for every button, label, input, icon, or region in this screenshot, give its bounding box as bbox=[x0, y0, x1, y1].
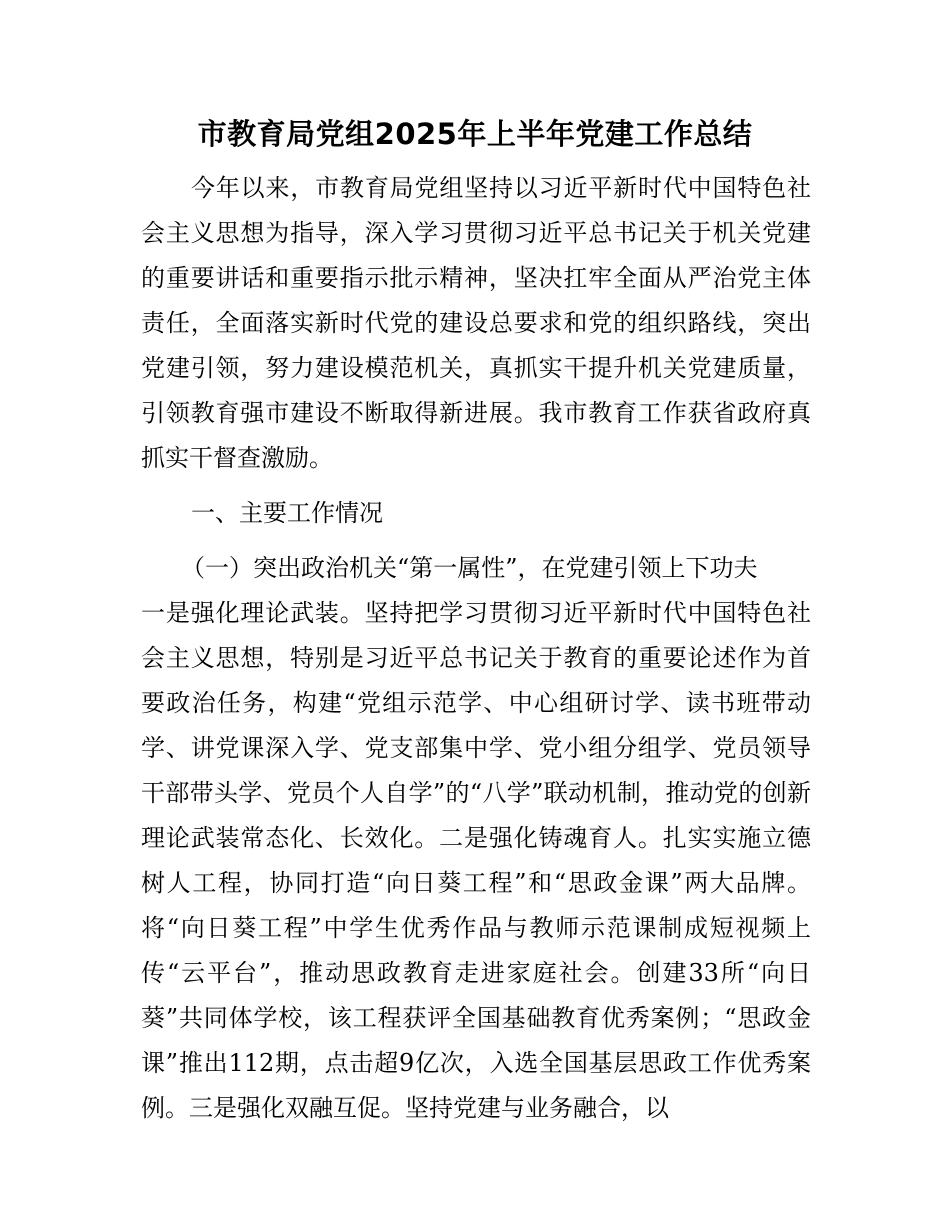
subsection-heading: （一）突出政治机关“第一属性”，在党建引领上下功夫 bbox=[181, 554, 758, 582]
section-heading: 一、主要工作情况 bbox=[191, 499, 383, 527]
subsection-body-paragraph: 一是强化理论武装。坚持把学习贯彻习近平新时代中国特色社会主义思想，特别是习近平总书记关于教育的重要论述作为首要政治任务，构建“党组示范学、中心组研讨学、读书班带动学、讲党课深入学、党支部集中学、党小组分组学、党员领导干部带头学、党员个人自学”的“八学”联动机制，推动党的创新理论武装常态化、长效化。二是强化铸魂育人。扎实实施立德树人工程，协同打造“向日葵工程”和“思政金课”两大品牌。将“向日葵工程”中学生优秀作品与教师示范课制成短视频上传“云平台”，推动思政教育走进家庭社会。创建33所“向日葵”共同体学校，该工程获评全国基础教育优秀案例；“思政金课”推出112期，点击超9亿次，入选全国基层思政工作优秀案例。三是强化双融互促。坚持党建与业务融合，以 bbox=[141, 599, 811, 1122]
intro-paragraph: 今年以来，市教育局党组坚持以习近平新时代中国特色社会主义思想为指导，深入学习贯彻习近平总书记关于机关党建的重要讲话和重要指示批示精神，坚决扛牢全面从严治党主体责任，全面落实新时代党的建设总要求和党的组织路线，突出党建引领，努力建设模范机关，真抓实干提升机关党建质量，引领教育强市建设不断取得新进展。我市教育工作获省政府真抓实干督查激励。 bbox=[141, 174, 811, 472]
document-body bbox=[141, 166, 811, 1131]
document-title: 市教育局党组2025年上半年党建工作总结 bbox=[197, 117, 753, 151]
